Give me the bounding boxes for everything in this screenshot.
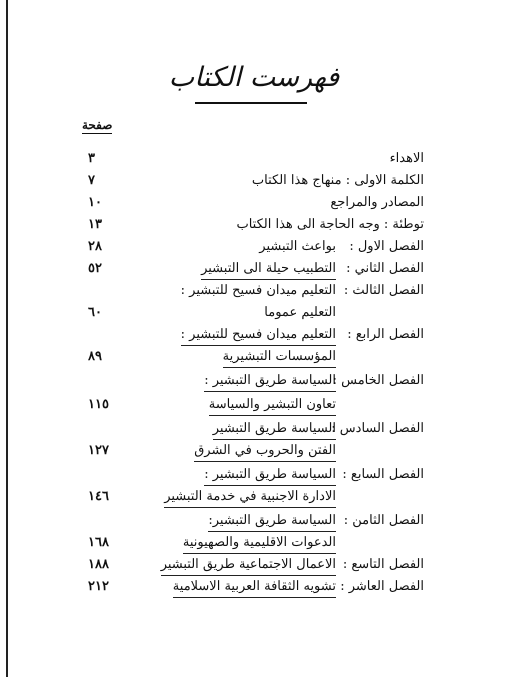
toc-entry bbox=[0, 348, 508, 370]
entry-title: التعليم ميدان فسيح للتبشير : bbox=[180, 283, 336, 298]
toc-entry bbox=[0, 194, 508, 216]
entry-page-number: ٥٢ bbox=[88, 261, 102, 276]
toc-entry bbox=[0, 216, 508, 238]
toc-entry bbox=[0, 326, 508, 348]
toc-entry bbox=[0, 488, 508, 510]
entry-title: بواعث التبشير bbox=[259, 239, 336, 254]
chapter-label: الفصل الثالث : bbox=[343, 283, 424, 298]
entry-page-number: ٢٨ bbox=[88, 239, 102, 254]
entry-subtitle: الفتن والحروب في الشرق bbox=[194, 442, 336, 462]
toc-entry bbox=[0, 238, 508, 260]
chapter-label: الفصل الاول : bbox=[349, 239, 424, 254]
chapter-label: الفصل التاسع : bbox=[342, 557, 424, 572]
entry-page-number: ٨٩ bbox=[88, 349, 102, 364]
entry-title: السياسة طريق التبشير bbox=[213, 420, 336, 440]
entry-subtitle: الادارة الاجنبية في خدمة التبشير bbox=[164, 488, 336, 508]
entry-page-number: ٣ bbox=[88, 151, 95, 166]
entry-title: الاعمال الاجتماعية طريق التبشير bbox=[161, 556, 336, 576]
toc-entry bbox=[0, 282, 508, 304]
toc-entry bbox=[0, 442, 508, 464]
toc-entry bbox=[0, 578, 508, 600]
chapter-label: الفصل السادس : bbox=[331, 421, 424, 436]
toc-entry bbox=[0, 260, 508, 282]
toc-entry bbox=[0, 512, 508, 534]
toc-entry bbox=[0, 466, 508, 488]
toc-entry bbox=[0, 396, 508, 418]
entry-subtitle: تعاون التبشير والسياسة bbox=[209, 396, 336, 416]
page-column-header: صفحة bbox=[82, 118, 113, 132]
toc-entry bbox=[0, 372, 508, 394]
toc-entry bbox=[0, 150, 508, 172]
chapter-label: الفصل السابع : bbox=[342, 467, 424, 482]
entry-page-number: ١٠ bbox=[88, 195, 102, 210]
toc-entry bbox=[0, 556, 508, 578]
entry-title: توطئة : وجه الحاجة الى هذا الكتاب bbox=[236, 217, 424, 232]
entry-page-number: ١٣ bbox=[88, 217, 102, 232]
entry-title: السياسة طريق التبشير: bbox=[208, 512, 336, 532]
chapter-label: الفصل الرابع : bbox=[347, 327, 424, 342]
entry-page-number: ١٤٦ bbox=[88, 489, 109, 504]
entry-title: السياسة طريق التبشير : bbox=[204, 372, 336, 392]
chapter-label: الفصل الثاني : bbox=[346, 261, 424, 276]
entry-title: التعليم ميدان فسيح للتبشير : bbox=[181, 326, 336, 346]
chapter-label: الفصل الخامس : bbox=[332, 373, 424, 388]
entry-title: التطبيب حيلة الى التبشير bbox=[201, 260, 336, 280]
entry-title: تشويه الثقافة العربية الاسلامية bbox=[173, 578, 336, 598]
entry-subtitle: المؤسسات التبشيرية bbox=[223, 348, 336, 368]
toc-entry bbox=[0, 534, 508, 556]
toc-entry bbox=[0, 172, 508, 194]
entry-page-number: ٦٠ bbox=[88, 305, 102, 320]
entry-page-number: ١٦٨ bbox=[88, 535, 109, 550]
entry-page-number: ١٢٧ bbox=[88, 443, 109, 458]
page-title: فهرست الكتاب bbox=[168, 62, 340, 93]
entry-page-number: ٢١٢ bbox=[88, 579, 109, 594]
toc-entry bbox=[0, 420, 508, 442]
chapter-label: الفصل العاشر : bbox=[340, 579, 424, 594]
entry-subtitle: الدعوات الاقليمية والصهيونية bbox=[183, 534, 336, 554]
entry-subtitle: التعليم عموما bbox=[264, 305, 336, 320]
chapter-label: الفصل الثامن : bbox=[343, 513, 424, 528]
entry-title: الكلمة الاولى : منهاج هذا الكتاب bbox=[251, 173, 424, 188]
entry-page-number: ١٨٨ bbox=[88, 557, 109, 572]
toc-entry bbox=[0, 304, 508, 326]
entry-page-number: ١١٥ bbox=[88, 397, 109, 412]
entry-title: الاهداء bbox=[389, 151, 424, 166]
entry-title: السياسة طريق التبشير : bbox=[204, 466, 336, 486]
entry-title: المصادر والمراجع bbox=[330, 195, 424, 210]
entry-page-number: ٧ bbox=[88, 173, 95, 188]
